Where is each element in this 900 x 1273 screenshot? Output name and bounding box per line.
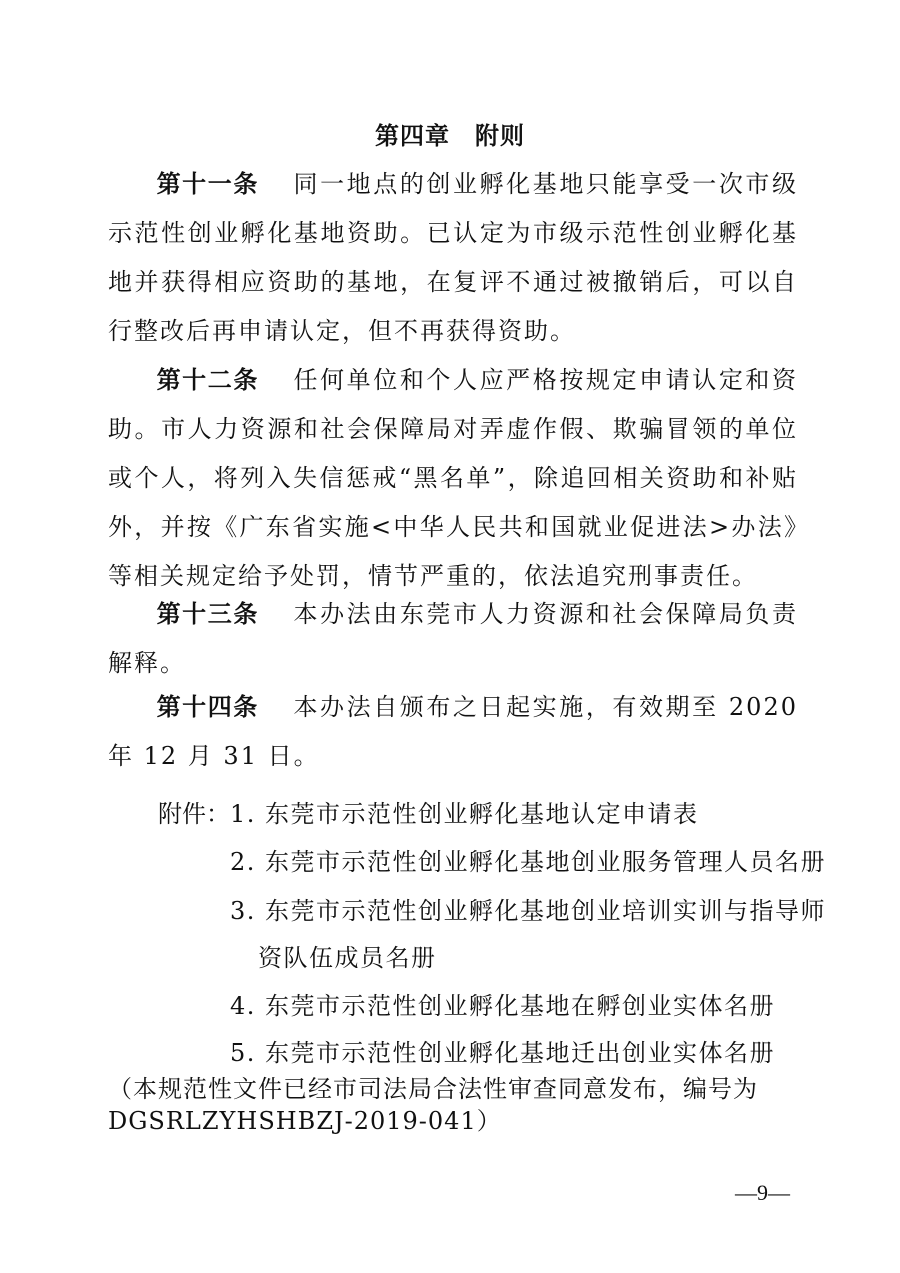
article-body: 本办法由东莞市人力资源和社会保障局负责解释。 [108, 600, 799, 677]
article-13 [108, 590, 798, 688]
article-heading: 第十四条 [156, 693, 259, 721]
attachment-item: 5. 东莞市示范性创业孵化基地迁出创业实体名册 [230, 1039, 776, 1067]
attachment-item: 1. 东莞市示范性创业孵化基地认定申请表 [230, 800, 699, 828]
attachment-item-continued: 资队伍成员名册 [258, 944, 437, 972]
article-heading: 第十二条 [156, 366, 259, 394]
chapter-title: 第四章 附则 [375, 121, 525, 150]
attachment-item: 2. 东莞市示范性创业孵化基地创业服务管理人员名册 [230, 848, 827, 876]
article-body: 本办法自颁布之日起实施，有效期至 2020 年 12 月 31 日。 [108, 693, 798, 770]
attachments-label: 附件： [158, 800, 230, 828]
article-body: 任何单位和个人应严格按规定申请认定和资助。市人力资源和社会保障局对弄虚作假、欺骗冒领的单位或个人，将列入失信惩戒“黑名单”，除追回相关资助和补贴外，并按《广东省实施<中华人民共和国就业促进法>办法》等相关规定给予处罚，情节严重的，依法追究刑事责任。 [108, 366, 799, 590]
attachment-item: 4. 东莞市示范性创业孵化基地在孵创业实体名册 [230, 992, 776, 1020]
article-body: 同一地点的创业孵化基地只能享受一次市级示范性创业孵化基地资助。已认定为市级示范性创业孵化基地并获得相应资助的基地，在复评不通过被撤销后，可以自行整改后再申请认定，但不再获得资助。 [108, 170, 799, 345]
article-heading: 第十一条 [156, 170, 259, 198]
registration-note: （本规范性文件已经市司法局合法性审查同意发布，编号为DGSRLZYHSHBZJ-2019-041） [108, 1075, 758, 1135]
article-heading: 第十三条 [156, 600, 259, 628]
page-number: —9— [735, 1180, 790, 1205]
article-12 [108, 356, 798, 601]
article-11 [108, 160, 798, 356]
article-14 [108, 683, 798, 781]
attachment-item: 3. 东莞市示范性创业孵化基地创业培训实训与指导师 [230, 897, 827, 925]
